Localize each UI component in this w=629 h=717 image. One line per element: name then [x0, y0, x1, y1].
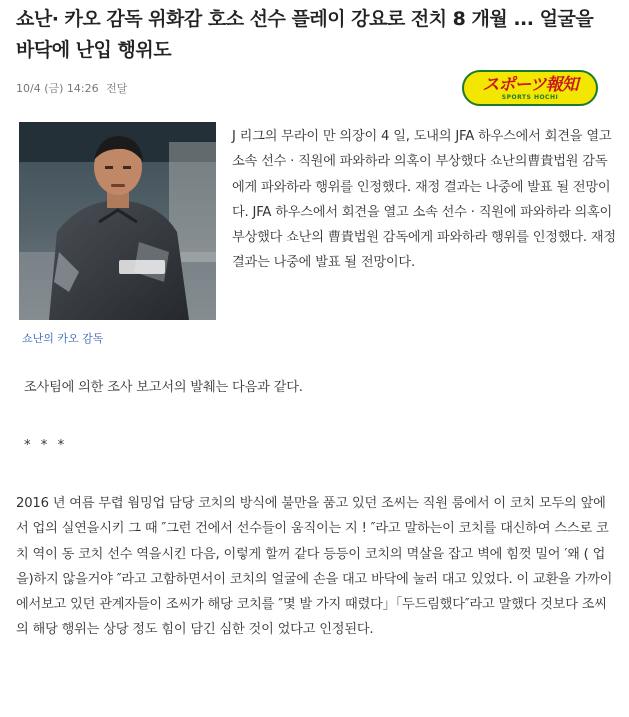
article-source-label: 전달 [106, 82, 128, 95]
article-meta [16, 80, 131, 96]
logo-sub-text: SPORTS HOCHI [501, 93, 559, 101]
article-date: 10/4 (금) 14:26 [16, 82, 99, 95]
article-headline: 쇼난· 카오 감독 위화감 호소 선수 플레이 강요로 전치 8 개월 ... 얼굴을 바닥에 난입 행위도 [16, 8, 594, 61]
coach-photo-illustration [19, 122, 216, 320]
coach-photo[interactable] [19, 122, 216, 320]
paragraph-2: 조사팀에 의한 조사 보고서의 발췌는 다음과 같다. [24, 380, 303, 395]
sports-hochi-logo[interactable] [462, 70, 598, 106]
lead-paragraph: J 리그의 무라이 만 의장이 4 일, 도내의 JFA 하우스에서 회견을 열고 소속 선수 · 직원에 파와하라 의혹이 부상했다 쇼난의曹貴법원 감독에게 파와하라 행위를 인정했다. 재정 결과는 나중에 발표 될 전망이다. JFA 하우스에서 회견을 열고 소속 선수 · 직원에 파와하라 의혹이 부상했다 쇼난의 曹貴법원 감독에게 파와하라 행위를 인정했다. 재정 결과는 나중에 발표 될 전망이다. [232, 129, 616, 271]
section-divider: * * * [24, 438, 68, 453]
paragraph-4: 2016 년 여름 무렵 웜밍업 담당 코치의 방식에 불만을 품고 있던 조씨는 직원 룸에서 이 코치 모두의 앞에서 업의 실연을시키 그 때 ″그런 건에서 선수들이 움직이는 지 ! ″라고 말하는이 코치를 대신하여 스스로 코치 역이 동 코치 선수 역을시킨 다음, 이렇게 할꺼 같다 등등이 코치의 멱살을 잡고 벽에 힘껏 밀어 ′왜 ( 업을)하지 않을거야 ″라고 고함하면서이 코치의 얼굴에 손을 대고 바닥에 눌러 대고 있었다. 이 교환을 가까이에서보고 있던 관계자들이 조씨가 해당 코치를 ″몇 발 가지 때렸다」「두드림했다″라고 말했다 것보다 조씨의 해당 행위는 상당 정도 힘이 담긴 심한 것이 었다고 인정된다. [16, 496, 613, 638]
logo-main-text: スポーツ報知 [482, 74, 578, 95]
photo-caption: 쇼난의 카오 감독 [22, 332, 104, 345]
